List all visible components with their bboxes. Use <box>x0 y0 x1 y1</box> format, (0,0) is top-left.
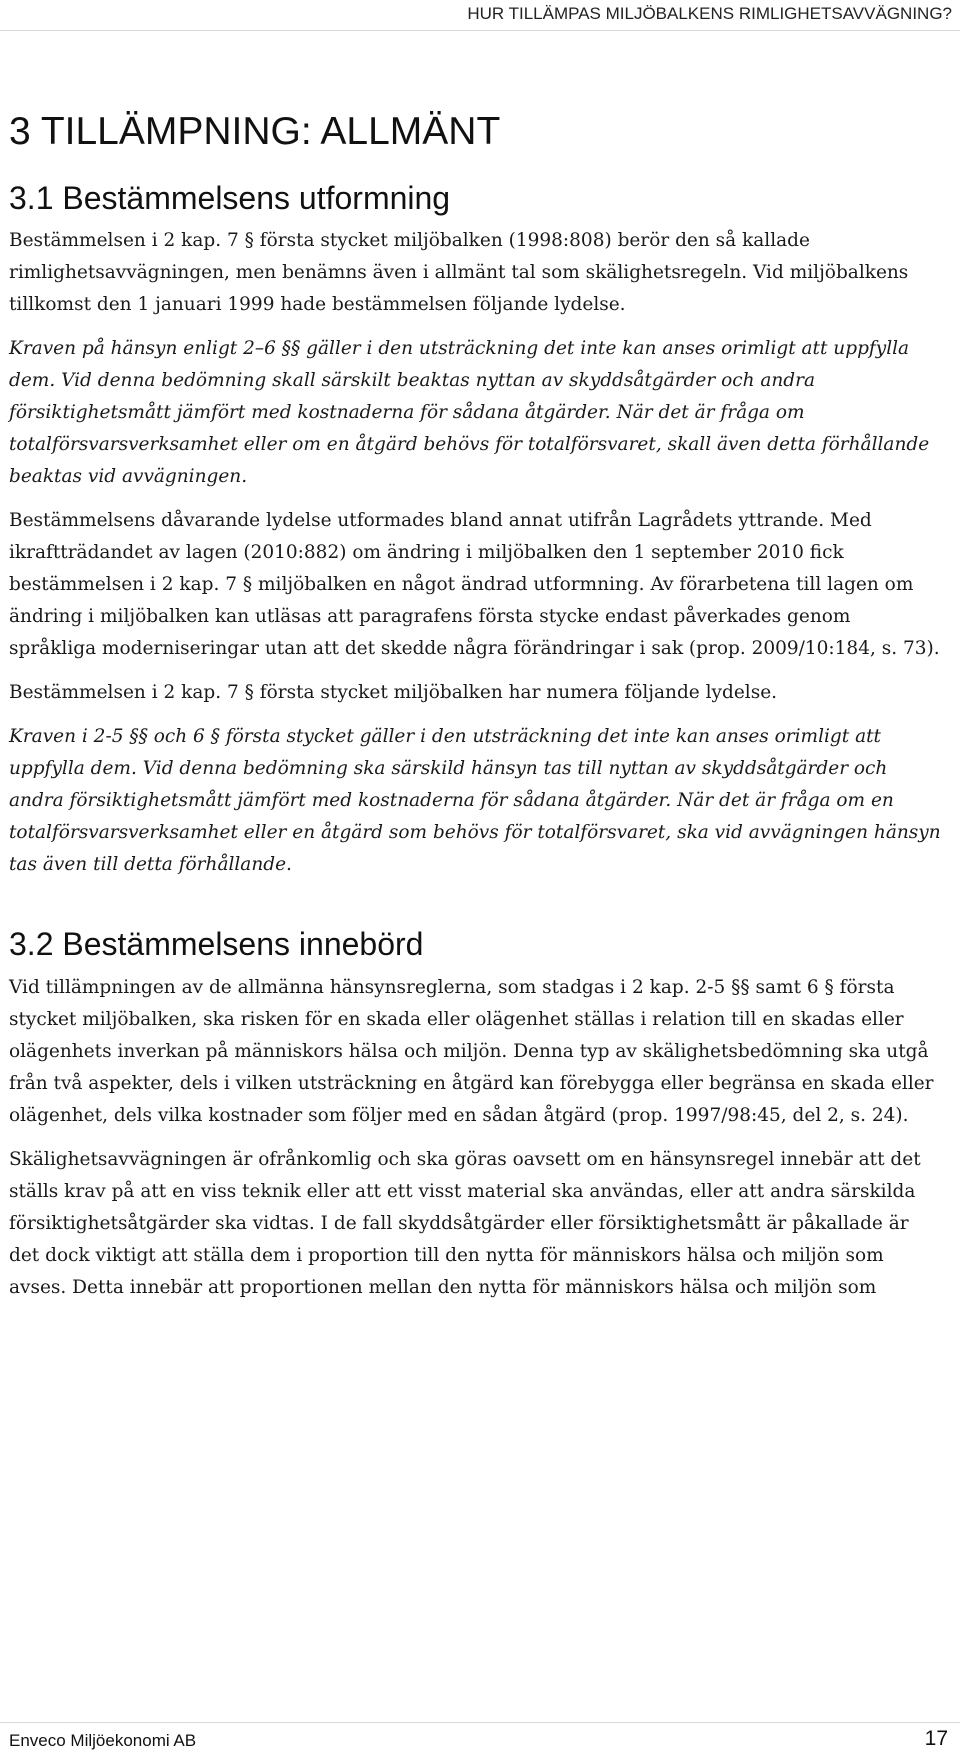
page-number: 17 <box>924 1727 948 1750</box>
footer-organization: Enveco Miljöekonomi AB <box>9 1731 197 1750</box>
footer-divider <box>0 1722 960 1723</box>
section-3-2-paragraph-1: Vid tillämpningen av de allmänna hänsynsreglerna, som stadgas i 2 kap. 2-5 §§ samt 6 § första stycket miljöbalken, ska risken för en skada eller olägenhet ställas i relation till en skadas eller olägenhets inverkan på människors hälsa och miljön. Denna typ av skälighetsbedömning ska utgå från två aspekter, dels i vilken utsträckning en åtgärd kan förebygga eller begränsa en skada eller olägenhet, dels vilka kostnader som följer med en sådan åtgärd (prop. 1997/98:45, del 2, s. 24). <box>9 976 934 1126</box>
section-3-1-heading: 3.1 Bestämmelsens utformning <box>9 179 451 216</box>
section-3-2-heading: 3.2 Bestämmelsens innebörd <box>9 926 424 963</box>
section-3-1-paragraph-3: Bestämmelsen i 2 kap. 7 § första stycket miljöbalken har numera följande lydelse. <box>9 682 778 704</box>
original-wording-quote: Kraven på hänsyn enligt 2–6 §§ gäller i den utsträckning det inte kan anses orimligt att uppfylla dem. Vid denna bedömning skall särskilt beaktas nyttan av skyddsåtgärder och andra försiktighetsmått jämfört med kostnaderna för sådana åtgärder. När det är fråga om totalförsvarsverksamhet eller om en åtgärd behövs för totalförsvaret, skall även detta förhållande beaktas vid avvägningen. <box>9 338 930 488</box>
section-3-1-paragraph-2: Bestämmelsens dåvarande lydelse utformades bland annat utifrån Lagrådets yttrande. Med ikraftträdandet av lagen (2010:882) om ändring i miljöbalken den 1 september 2010 fick bestämmelsen i 2 kap. 7 § miljöbalken en något ändrad utformning. Av förarbetena till lagen om ändring i miljöbalken kan utläsas att paragrafens första stycke endast påverkades genom språkliga moderniseringar utan att det skedde några förändringar i sak (prop. 2009/10:184, s. 73). <box>9 510 940 660</box>
chapter-title: 3 TILLÄMPNING: ALLMÄNT <box>9 110 501 153</box>
current-wording-quote: Kraven i 2-5 §§ och 6 § första stycket gäller i den utsträckning det inte kan anses orimligt att uppfylla dem. Vid denna bedömning ska särskild hänsyn tas till nyttan av skyddsåtgärder och andra försiktighetsmått jämfört med kostnaderna för sådana åtgärder. När det är fråga om en totalförsvarsverksamhet eller en åtgärd som behövs för totalförsvaret, ska vid avvägningen hänsyn tas även till detta förhållande. <box>9 726 941 876</box>
header-divider <box>0 30 960 31</box>
page-content <box>9 110 941 1316</box>
section-3-2-paragraph-2: Skälighetsavvägningen är ofrånkomlig och ska göras oavsett om en hänsynsregel innebär att det ställs krav på att en viss teknik eller att ett visst material ska användas, eller att andra särskilda försiktighetsåtgärder ska vidtas. I de fall skyddsåtgärder eller försiktighetsmått är påkallade är det dock viktigt att ställa dem i proportion till den nytta för människors hälsa och miljön som avses. Detta innebär att proportionen mellan den nytta för människors hälsa och miljön som <box>9 1148 921 1298</box>
section-3-1-paragraph-1: Bestämmelsen i 2 kap. 7 § första stycket miljöbalken (1998:808) berör den så kallade rimlighetsavvägningen, men benämns även i allmänt tal som skälighetsregeln. Vid miljöbalkens tillkomst den 1 januari 1999 hade bestämmelsen följande lydelse. <box>9 230 909 316</box>
running-header: HUR TILLÄMPAS MILJÖBALKENS RIMLIGHETSAVVÄGNING? <box>467 4 952 23</box>
